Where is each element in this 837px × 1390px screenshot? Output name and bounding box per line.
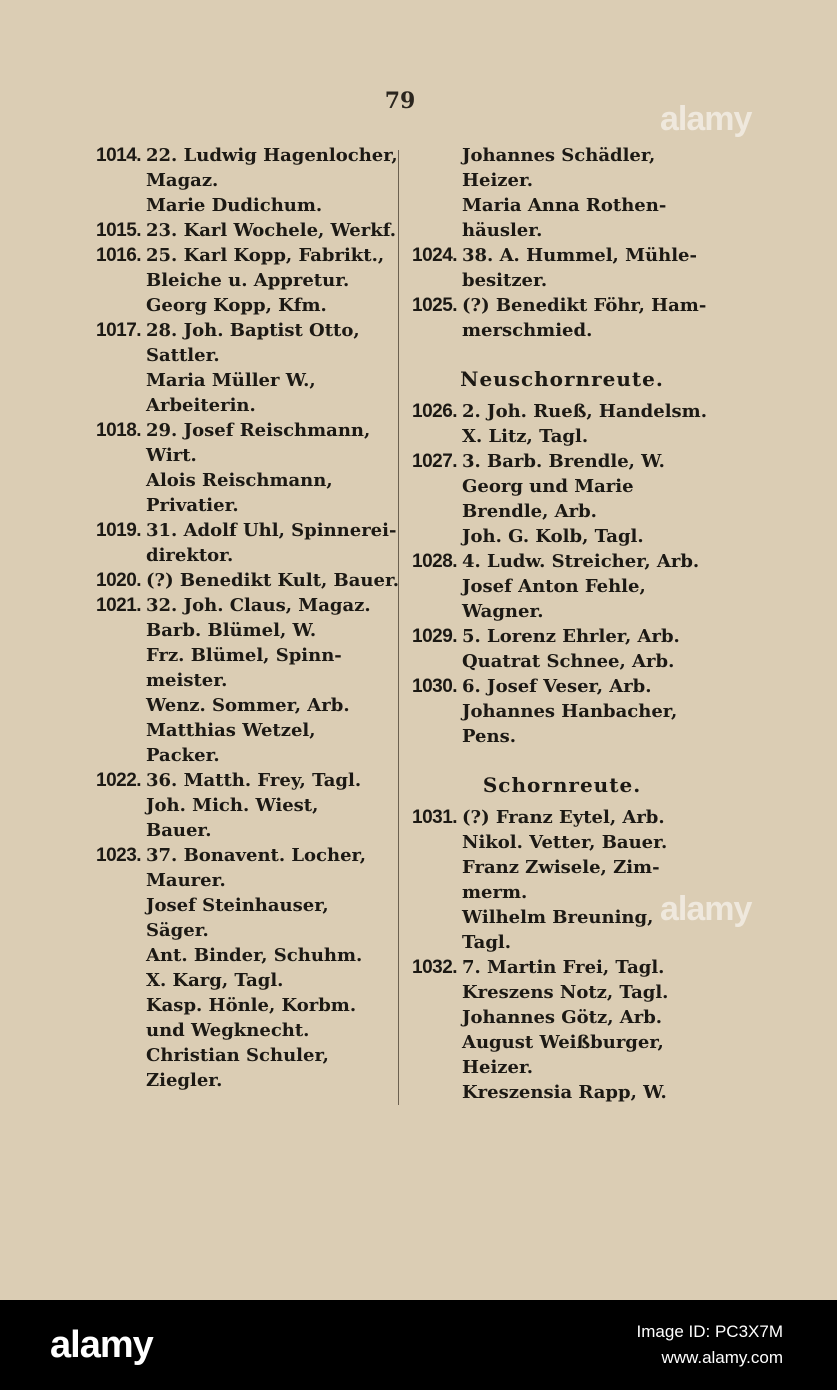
- entry-number: 1023.: [96, 845, 142, 866]
- entry-line: Alois Reischmann,: [146, 470, 333, 491]
- entry-line: Bauer.: [146, 820, 212, 841]
- entry-line: Magaz.: [146, 170, 219, 191]
- entry-lines: [146, 318, 396, 418]
- register-entry: [412, 449, 712, 549]
- entry-line: Christian Schuler,: [146, 1045, 329, 1066]
- entry-number: 1032.: [412, 957, 458, 978]
- entry-line: Josef Anton Fehle,: [462, 576, 646, 597]
- entry-line: Wirt.: [146, 445, 197, 466]
- stock-footer: [0, 1300, 837, 1390]
- entry-line: 29. Josef Reischmann,: [146, 420, 371, 441]
- entry-line: Johannes Hanbacher,: [462, 701, 678, 722]
- left-column: [96, 143, 400, 1093]
- entry-line: Johannes Schädler,: [462, 145, 656, 166]
- entry-line: (?) Franz Eytel, Arb.: [462, 807, 665, 828]
- entries-group-b: [412, 399, 712, 749]
- entry-line: besitzer.: [462, 270, 548, 291]
- entry-line: Ziegler.: [146, 1070, 223, 1091]
- register-entry: [96, 218, 396, 243]
- entry-line: Maria Müller W.,: [146, 370, 316, 391]
- entry-lines: [146, 418, 396, 518]
- section-heading-schornreute: Schornreute.: [482, 773, 642, 797]
- entry-number: 1020.: [96, 570, 142, 591]
- entry-lines: [146, 143, 398, 218]
- entry-line: Quatrat Schnee, Arb.: [462, 651, 675, 672]
- entry-line: Heizer.: [462, 170, 534, 191]
- entry-number: 1024.: [412, 245, 458, 266]
- entry-line: 37. Bonavent. Locher,: [146, 845, 366, 866]
- entry-line: Tagl.: [462, 932, 512, 953]
- entry-line: Packer.: [146, 745, 220, 766]
- entry-lines: [462, 805, 712, 955]
- entry-number: 1030.: [412, 676, 458, 697]
- entry-line: 31. Adolf Uhl, Spinnerei-: [146, 520, 397, 541]
- entry-line: (?) Benedikt Föhr, Ham-: [462, 295, 707, 316]
- entry-lines: [462, 955, 712, 1105]
- entry-lines: [462, 549, 712, 624]
- register-entry: [96, 593, 396, 768]
- entry-line: häusler.: [462, 220, 543, 241]
- entry-line: Frz. Blümel, Spinn-: [146, 645, 342, 666]
- entry-line: Matthias Wetzel,: [146, 720, 316, 741]
- entry-line: Nikol. Vetter, Bauer.: [462, 832, 668, 853]
- entry-line: Kreszensia Rapp, W.: [462, 1082, 667, 1103]
- entry-number: 1014.: [96, 145, 142, 166]
- entry-number: 1028.: [412, 551, 458, 572]
- register-entry: [96, 318, 396, 418]
- entry-lines: [146, 568, 399, 593]
- entry-number: 1015.: [96, 220, 142, 241]
- entry-line: Georg Kopp, Kfm.: [146, 295, 327, 316]
- entry-line: (?) Benedikt Kult, Bauer.: [146, 570, 400, 591]
- entry-line: Marie Dudichum.: [146, 195, 323, 216]
- entry-line: und Wegknecht.: [146, 1020, 310, 1041]
- watermark: alamy: [660, 890, 752, 928]
- site-url: www.alamy.com: [661, 1348, 783, 1367]
- page-number: 79: [384, 88, 416, 114]
- entry-line: X. Karg, Tagl.: [146, 970, 284, 991]
- entry-lines: [462, 674, 712, 749]
- entry-line: Säger.: [146, 920, 209, 941]
- entry-line: 6. Josef Veser, Arb.: [462, 676, 652, 697]
- register-entry: [412, 624, 712, 674]
- register-entry: [96, 243, 396, 318]
- entry-line: Brendle, Arb.: [462, 501, 597, 522]
- entry-line: 32. Joh. Claus, Magaz.: [146, 595, 371, 616]
- continued-entry-lines: [462, 143, 712, 243]
- entry-line: merschmied.: [462, 320, 593, 341]
- entry-lines: [462, 399, 712, 449]
- entry-line: 4. Ludw. Streicher, Arb.: [462, 551, 700, 572]
- entry-line: 25. Karl Kopp, Fabrikt.,: [146, 245, 385, 266]
- entry-line: Josef Steinhauser,: [146, 895, 329, 916]
- entry-line: Franz Zwisele, Zim-: [462, 857, 660, 878]
- entries-group-a: [412, 243, 712, 343]
- entry-line: Arbeiterin.: [146, 395, 256, 416]
- entry-lines: [146, 768, 396, 843]
- entry-lines: [146, 218, 396, 243]
- entry-line: Johannes Götz, Arb.: [462, 1007, 663, 1028]
- entry-number: 1022.: [96, 770, 142, 791]
- register-entry: [96, 418, 396, 518]
- register-entry: [96, 568, 400, 593]
- entry-line: 23. Karl Wochele, Werkf.: [146, 220, 397, 241]
- entry-number: 1031.: [412, 807, 458, 828]
- register-entry: [96, 143, 396, 218]
- entry-line: merm.: [462, 882, 528, 903]
- entry-line: Heizer.: [462, 1057, 534, 1078]
- entry-line: 22. Ludwig Hagenlocher,: [146, 145, 398, 166]
- entry-line: Kreszens Notz, Tagl.: [462, 982, 669, 1003]
- right-column: [412, 143, 712, 1105]
- entry-line: Maurer.: [146, 870, 226, 891]
- entry-line: 36. Matth. Frey, Tagl.: [146, 770, 362, 791]
- register-entry: [412, 549, 712, 624]
- entry-line: Sattler.: [146, 345, 220, 366]
- entry-line: Joh. G. Kolb, Tagl.: [462, 526, 644, 547]
- register-entry: [412, 399, 712, 449]
- register-entry: [412, 805, 712, 955]
- entry-lines: [462, 449, 712, 549]
- entry-line: Kasp. Hönle, Korbm.: [146, 995, 357, 1016]
- entry-lines: [146, 593, 396, 768]
- register-entry: [412, 674, 712, 749]
- continued-entry: [412, 143, 712, 243]
- entry-line: Wagner.: [462, 601, 544, 622]
- entry-lines: [462, 624, 712, 674]
- register-entry: [96, 518, 396, 568]
- entry-number: 1017.: [96, 320, 142, 341]
- entry-number: 1019.: [96, 520, 142, 541]
- register-entry: [96, 843, 396, 1093]
- entry-number: 1016.: [96, 245, 142, 266]
- entry-line: X. Litz, Tagl.: [462, 426, 589, 447]
- entry-line: Ant. Binder, Schuhm.: [146, 945, 363, 966]
- entry-line: 3. Barb. Brendle, W.: [462, 451, 665, 472]
- entry-lines: [462, 293, 712, 343]
- watermark: alamy: [660, 100, 752, 138]
- entry-line: Barb. Blümel, W.: [146, 620, 317, 641]
- entry-line: Georg und Marie: [462, 476, 634, 497]
- section-heading-neuschornreute: Neuschornreute.: [460, 367, 664, 391]
- entry-line: Wenz. Sommer, Arb.: [146, 695, 350, 716]
- alamy-logo: alamy: [50, 1324, 153, 1366]
- entry-line: Pens.: [462, 726, 516, 747]
- entry-line: Maria Anna Rothen-: [462, 195, 667, 216]
- entry-line: Joh. Mich. Wiest,: [146, 795, 319, 816]
- entry-lines: [462, 243, 712, 293]
- register-entry: [412, 243, 712, 293]
- entry-line: 28. Joh. Baptist Otto,: [146, 320, 360, 341]
- entry-lines: [146, 243, 396, 318]
- entry-line: Privatier.: [146, 495, 239, 516]
- entry-line: 7. Martin Frei, Tagl.: [462, 957, 665, 978]
- column-divider: [398, 150, 399, 1105]
- entry-number: 1025.: [412, 295, 458, 316]
- entry-number: 1029.: [412, 626, 458, 647]
- entry-line: 5. Lorenz Ehrler, Arb.: [462, 626, 680, 647]
- entry-lines: [146, 843, 396, 1093]
- image-id: Image ID: PC3X7M: [636, 1322, 783, 1341]
- entry-line: Wilhelm Breuning,: [462, 907, 654, 928]
- entry-number: 1021.: [96, 595, 142, 616]
- entry-line: direktor.: [146, 545, 234, 566]
- entry-line: meister.: [146, 670, 228, 691]
- entry-line: 2. Joh. Rueß, Handelsm.: [462, 401, 707, 422]
- entries-group-c: [412, 805, 712, 1105]
- entry-number: 1026.: [412, 401, 458, 422]
- entry-lines: [146, 518, 396, 568]
- register-entry: [412, 293, 712, 343]
- entry-number: 1018.: [96, 420, 142, 441]
- entry-line: 38. A. Hummel, Mühle-: [462, 245, 697, 266]
- entry-line: August Weißburger,: [462, 1032, 664, 1053]
- entry-line: Bleiche u. Appretur.: [146, 270, 350, 291]
- register-entry: [412, 955, 712, 1105]
- entry-number: 1027.: [412, 451, 458, 472]
- register-entry: [96, 768, 396, 843]
